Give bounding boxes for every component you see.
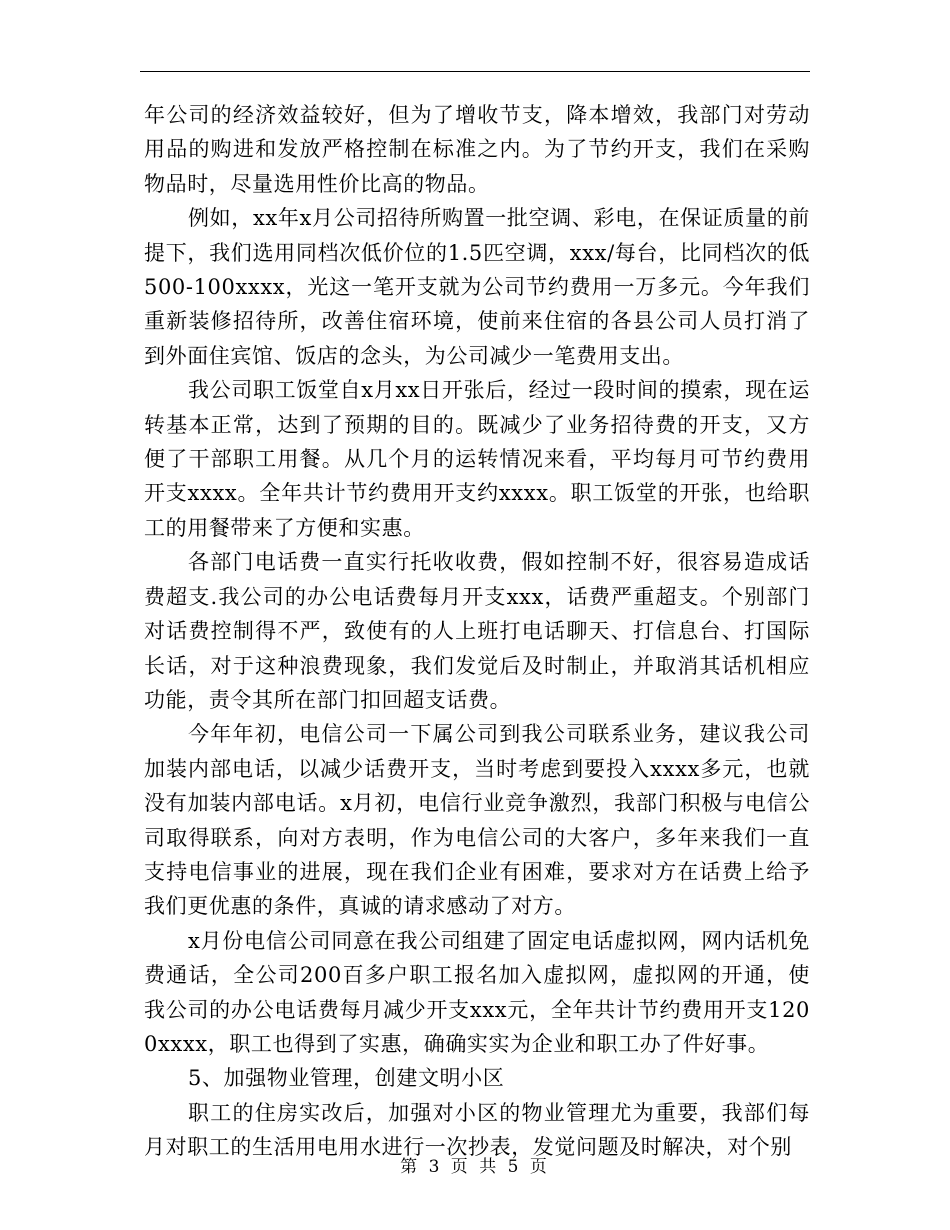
paragraph-2: 例如，xx年x月公司招待所购置一批空调、彩电，在保证质量的前提下，我们选用同档次低价位的1.5匹空调，xxx/每台，比同档次的低500-100xxxx，光这一笔开支就为公司节约费用一万多元。今年我们重新装修招待所，改善住宿环境，使前来住宿的各县公司人员打消了到外面住宾馆、饭店的念头，为公司减少一笔费用支出。 (144, 206, 810, 368)
paragraph-6: x月份电信公司同意在我公司组建了固定电话虚拟网，网内话机免费通话，全公司200百多户职工报名加入虚拟网，虚拟网的开通，使我公司的办公电话费每月减少开支xxx元，全年共计节约费用开支1200xxxx，职工也得到了实惠，确确实实为企业和职工办了件好事。 (144, 928, 810, 1056)
section-heading: 5、加强物业管理，创建文明小区 (188, 1066, 505, 1091)
paragraph-3: 我公司职工饭堂自x月xx日开张后，经过一段时间的摸索，现在运转基本正常，达到了预期的目的。既减少了业务招待费的开支，又方便了干部职工用餐。从几个月的运转情况来看，平均每月可节约费用开支xxxx。全年共计节约费用开支约xxxx。职工饭堂的开张，也给职工的用餐带来了方便和实惠。 (144, 378, 810, 540)
paragraph-4: 各部门电话费一直实行托收收费，假如控制不好，很容易造成话费超支.我公司的办公电话费每月开支xxx，话费严重超支。个别部门对话费控制得不严，致使有的人上班打电话聊天、打信息台、打国际长话，对于这种浪费现象，我们发觉后及时制止，并取消其话机相应功能，责令其所在部门扣回超支话费。 (144, 550, 810, 712)
paragraph-5: 今年年初，电信公司一下属公司到我公司联系业务，建议我公司加装内部电话，以减少话费开支，当时考虑到要投入xxxx多元，也就没有加装内部电话。x月初，电信行业竞争激烈，我部门积极与电信公司取得联系，向对方表明，作为电信公司的大客户，多年来我们一直支持电信事业的进展，现在我们企业有困难，要求对方在话费上给予我们更优惠的条件，真诚的请求感动了对方。 (144, 722, 810, 919)
paragraph-7: 职工的住房实改后，加强对小区的物业管理尤为重要，我部们每月对职工的生活用电用水进行一次抄表，发觉问题及时解决，对个别 (144, 1100, 810, 1160)
paragraph-1: 年公司的经济效益较好，但为了增收节支，降本增效，我部门对劳动用品的购进和发放严格控制在标准之内。为了节约开支，我们在采购物品时，尽量选用性价比高的物品。 (144, 103, 810, 196)
header-rule (140, 71, 810, 72)
document-body (144, 98, 810, 1165)
page-footer: 第 3 页 共 5 页 (400, 1157, 550, 1177)
